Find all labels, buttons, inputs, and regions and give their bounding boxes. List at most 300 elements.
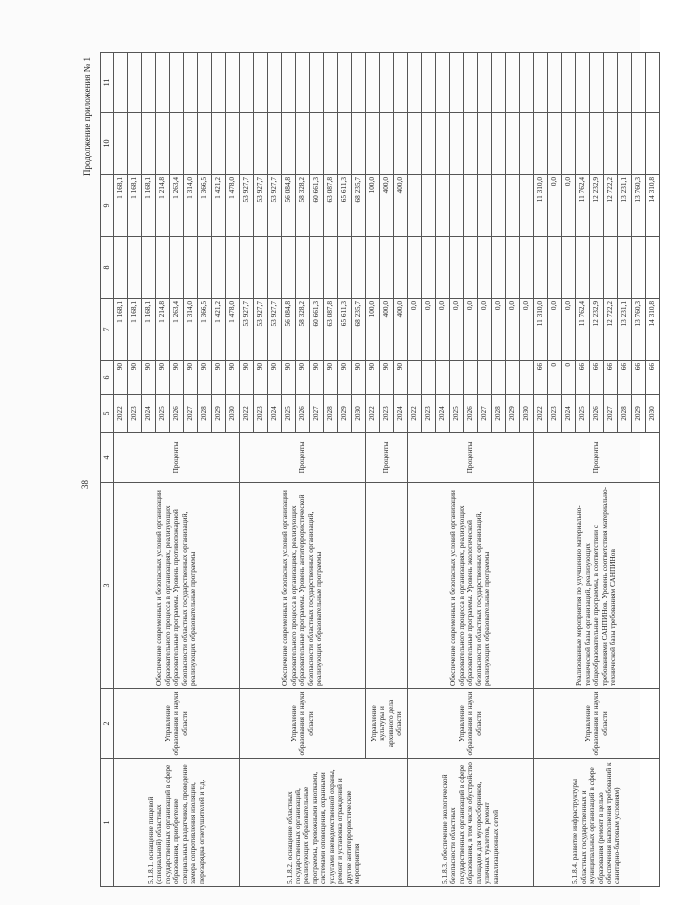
total-funding-cell: 1 214,8: [156, 299, 170, 361]
federal-funding-cell: [226, 237, 240, 299]
municipal-funding-cell: [408, 113, 422, 175]
year-cell: 2030: [646, 395, 660, 433]
regional-funding-cell: 1 168,1: [142, 175, 156, 237]
unit-cell: Проценты: [408, 433, 534, 483]
municipal-funding-cell: [436, 113, 450, 175]
year-cell: 2029: [338, 395, 352, 433]
other-funding-cell: [520, 53, 534, 113]
regional-funding-cell: 100,0: [366, 175, 380, 237]
municipal-funding-cell: [492, 113, 506, 175]
total-funding-cell: 53 927,7: [268, 299, 282, 361]
regional-funding-cell: [520, 175, 534, 237]
total-funding-cell: 1 421,2: [212, 299, 226, 361]
municipal-funding-cell: [142, 113, 156, 175]
total-funding-cell: 1 478,0: [226, 299, 240, 361]
target-value-cell: 90: [310, 361, 324, 395]
federal-funding-cell: [380, 237, 394, 299]
year-cell: 2027: [184, 395, 198, 433]
unit-cell: Проценты: [534, 433, 660, 483]
target-value-cell: 90: [324, 361, 338, 395]
year-cell: 2026: [590, 395, 604, 433]
other-funding-cell: [646, 53, 660, 113]
target-value-cell: 66: [576, 361, 590, 395]
target-value-cell: 90: [268, 361, 282, 395]
total-funding-cell: 400,0: [394, 299, 408, 361]
total-funding-cell: 58 328,2: [296, 299, 310, 361]
year-cell: 2030: [520, 395, 534, 433]
target-value-cell: 90: [338, 361, 352, 395]
federal-funding-cell: [114, 237, 128, 299]
other-funding-cell: [576, 53, 590, 113]
federal-funding-cell: [324, 237, 338, 299]
municipal-funding-cell: [324, 113, 338, 175]
regional-funding-cell: 58 328,2: [296, 175, 310, 237]
year-cell: 2029: [506, 395, 520, 433]
target-value-cell: 0: [548, 361, 562, 395]
table-body: [114, 53, 660, 887]
indicator-cell: Обеспечение современных и безопасных условий организации образовательного процесса в организациях, реализующих образовательные программы. Уровень антитеррористической безопасности областных государственных организаций, реализующих образовательные программы: [240, 483, 366, 689]
regional-funding-cell: 400,0: [394, 175, 408, 237]
measure-cell: 5.1.8.4. развитие инфраструктуры областных государственных и муниципальных организаций в сфере образования (ремонт в целью обеспечения выполнения требований к санитарно-бытовым условиям): [534, 759, 660, 887]
federal-funding-cell: [142, 237, 156, 299]
municipal-funding-cell: [534, 113, 548, 175]
target-value-cell: [408, 361, 422, 395]
municipal-funding-cell: [478, 113, 492, 175]
year-cell: 2028: [618, 395, 632, 433]
total-funding-cell: 0,0: [562, 299, 576, 361]
other-funding-cell: [450, 53, 464, 113]
federal-funding-cell: [394, 237, 408, 299]
municipal-funding-cell: [646, 113, 660, 175]
federal-funding-cell: [212, 237, 226, 299]
total-funding-cell: 53 927,7: [240, 299, 254, 361]
total-funding-cell: 400,0: [380, 299, 394, 361]
target-value-cell: 66: [646, 361, 660, 395]
other-funding-cell: [254, 53, 268, 113]
column-number: 7: [101, 299, 114, 361]
total-funding-cell: 0,0: [520, 299, 534, 361]
municipal-funding-cell: [604, 113, 618, 175]
total-funding-cell: 0,0: [436, 299, 450, 361]
federal-funding-cell: [450, 237, 464, 299]
column-number: 5: [101, 395, 114, 433]
municipal-funding-cell: [198, 113, 212, 175]
regional-funding-cell: 53 927,7: [254, 175, 268, 237]
table-row: [534, 53, 548, 887]
federal-funding-cell: [282, 237, 296, 299]
target-value-cell: 90: [282, 361, 296, 395]
indicator-cell: Обеспечение современных и безопасных условий организации образовательного процесса в организациях, реализующих образовательные программы. Уровень противопожарной безопасности областных государственных организаций, реализующих образовательные программы: [114, 483, 240, 689]
year-cell: 2025: [576, 395, 590, 433]
other-funding-cell: [338, 53, 352, 113]
municipal-funding-cell: [464, 113, 478, 175]
total-funding-cell: 0,0: [492, 299, 506, 361]
regional-funding-cell: [422, 175, 436, 237]
regional-funding-cell: [436, 175, 450, 237]
municipal-funding-cell: [562, 113, 576, 175]
other-funding-cell: [198, 53, 212, 113]
target-value-cell: 90: [240, 361, 254, 395]
year-cell: 2030: [226, 395, 240, 433]
municipal-funding-cell: [548, 113, 562, 175]
municipal-funding-cell: [618, 113, 632, 175]
total-funding-cell: 1 366,5: [198, 299, 212, 361]
regional-funding-cell: 12 722,2: [604, 175, 618, 237]
other-funding-cell: [464, 53, 478, 113]
column-number: 11: [101, 53, 114, 113]
column-number-row: [101, 53, 114, 887]
target-value-cell: 90: [170, 361, 184, 395]
regional-funding-cell: 11 310,0: [534, 175, 548, 237]
other-funding-cell: [366, 53, 380, 113]
federal-funding-cell: [534, 237, 548, 299]
target-value-cell: [450, 361, 464, 395]
year-cell: 2027: [310, 395, 324, 433]
regional-funding-cell: [506, 175, 520, 237]
total-funding-cell: 1 168,1: [142, 299, 156, 361]
year-cell: 2023: [548, 395, 562, 433]
measure-cell: 5.1.8.3. обеспечение экологической безопасности областных государственных организаций в сфере образования, в том числе обустройство площадок для мусоросборников, уличных туалетов, ремонт канализационных сетей: [408, 759, 534, 887]
federal-funding-cell: [548, 237, 562, 299]
target-value-cell: 90: [198, 361, 212, 395]
federal-funding-cell: [128, 237, 142, 299]
total-funding-cell: 60 661,3: [310, 299, 324, 361]
other-funding-cell: [324, 53, 338, 113]
year-cell: 2022: [408, 395, 422, 433]
regional-funding-cell: [492, 175, 506, 237]
unit-cell: Проценты: [240, 433, 366, 483]
total-funding-cell: 0,0: [478, 299, 492, 361]
measure-cell: 5.1.8.2. оснащение областных государственных организаций, реализующих образовательные программы, тревожными кнопками, системами оповещения, охранными услугами вневедомственной охраны, ремонт и установка ограждений и другие антитеррористические мероприятия: [240, 759, 408, 887]
federal-funding-cell: [156, 237, 170, 299]
municipal-funding-cell: [394, 113, 408, 175]
other-funding-cell: [380, 53, 394, 113]
total-funding-cell: 11 310,0: [534, 299, 548, 361]
total-funding-cell: 1 168,1: [114, 299, 128, 361]
regional-funding-cell: 1 314,0: [184, 175, 198, 237]
appendix-caption: Продолжение приложения № 1: [82, 57, 92, 177]
regional-funding-cell: [450, 175, 464, 237]
regional-funding-cell: 1 263,4: [170, 175, 184, 237]
program-table: [100, 52, 660, 887]
federal-funding-cell: [436, 237, 450, 299]
federal-funding-cell: [576, 237, 590, 299]
regional-funding-cell: 0,0: [548, 175, 562, 237]
total-funding-cell: 12 232,9: [590, 299, 604, 361]
year-cell: 2028: [198, 395, 212, 433]
federal-funding-cell: [632, 237, 646, 299]
federal-funding-cell: [590, 237, 604, 299]
municipal-funding-cell: [338, 113, 352, 175]
year-cell: 2027: [478, 395, 492, 433]
target-value-cell: 90: [156, 361, 170, 395]
other-funding-cell: [170, 53, 184, 113]
regional-funding-cell: 12 232,9: [590, 175, 604, 237]
federal-funding-cell: [492, 237, 506, 299]
municipal-funding-cell: [296, 113, 310, 175]
measure-cell: 5.1.8.1. оснащение пищевой (специальной) областных государственных организаций в сфере образования, приобретение специальных раздатчиков, проведение замера сопротивления изоляции, перезарядка огнетушителей и т.д.: [114, 759, 240, 887]
year-cell: 2026: [296, 395, 310, 433]
total-funding-cell: 63 087,8: [324, 299, 338, 361]
target-value-cell: 90: [128, 361, 142, 395]
federal-funding-cell: [184, 237, 198, 299]
year-cell: 2024: [394, 395, 408, 433]
other-funding-cell: [548, 53, 562, 113]
municipal-funding-cell: [506, 113, 520, 175]
total-funding-cell: 14 310,8: [646, 299, 660, 361]
year-cell: 2023: [128, 395, 142, 433]
year-cell: 2022: [114, 395, 128, 433]
target-value-cell: [520, 361, 534, 395]
total-funding-cell: 13 231,1: [618, 299, 632, 361]
target-value-cell: [464, 361, 478, 395]
regional-funding-cell: 65 611,3: [338, 175, 352, 237]
total-funding-cell: 1 168,1: [128, 299, 142, 361]
federal-funding-cell: [366, 237, 380, 299]
federal-funding-cell: [506, 237, 520, 299]
year-cell: 2024: [268, 395, 282, 433]
other-funding-cell: [310, 53, 324, 113]
total-funding-cell: 0,0: [408, 299, 422, 361]
federal-funding-cell: [170, 237, 184, 299]
year-cell: 2024: [436, 395, 450, 433]
target-value-cell: [436, 361, 450, 395]
regional-funding-cell: 53 927,7: [268, 175, 282, 237]
year-cell: 2026: [464, 395, 478, 433]
federal-funding-cell: [338, 237, 352, 299]
other-funding-cell: [394, 53, 408, 113]
other-funding-cell: [184, 53, 198, 113]
federal-funding-cell: [198, 237, 212, 299]
year-cell: 2022: [366, 395, 380, 433]
year-cell: 2024: [142, 395, 156, 433]
other-funding-cell: [226, 53, 240, 113]
total-funding-cell: 0,0: [464, 299, 478, 361]
executor-cell: Управление образования и науки области: [114, 689, 240, 759]
year-cell: 2024: [562, 395, 576, 433]
regional-funding-cell: 1 478,0: [226, 175, 240, 237]
rotated-sheet: [76, 51, 676, 893]
municipal-funding-cell: [254, 113, 268, 175]
municipal-funding-cell: [282, 113, 296, 175]
total-funding-cell: 53 927,7: [254, 299, 268, 361]
other-funding-cell: [296, 53, 310, 113]
year-cell: 2026: [170, 395, 184, 433]
regional-funding-cell: 0,0: [562, 175, 576, 237]
table-row: [114, 53, 128, 887]
total-funding-cell: 0,0: [450, 299, 464, 361]
regional-funding-cell: 1 366,5: [198, 175, 212, 237]
municipal-funding-cell: [450, 113, 464, 175]
regional-funding-cell: 56 084,8: [282, 175, 296, 237]
target-value-cell: [478, 361, 492, 395]
other-funding-cell: [478, 53, 492, 113]
target-value-cell: 66: [604, 361, 618, 395]
other-funding-cell: [128, 53, 142, 113]
target-value-cell: [506, 361, 520, 395]
year-cell: 2028: [324, 395, 338, 433]
other-funding-cell: [114, 53, 128, 113]
municipal-funding-cell: [366, 113, 380, 175]
target-value-cell: 90: [114, 361, 128, 395]
municipal-funding-cell: [156, 113, 170, 175]
target-value-cell: 90: [394, 361, 408, 395]
regional-funding-cell: [478, 175, 492, 237]
table-row: [240, 53, 254, 887]
regional-funding-cell: 1 168,1: [128, 175, 142, 237]
municipal-funding-cell: [520, 113, 534, 175]
other-funding-cell: [562, 53, 576, 113]
target-value-cell: 90: [366, 361, 380, 395]
total-funding-cell: 100,0: [366, 299, 380, 361]
other-funding-cell: [212, 53, 226, 113]
other-funding-cell: [352, 53, 366, 113]
municipal-funding-cell: [128, 113, 142, 175]
total-funding-cell: 0,0: [422, 299, 436, 361]
total-funding-cell: 65 611,3: [338, 299, 352, 361]
municipal-funding-cell: [170, 113, 184, 175]
column-number: 1: [101, 759, 114, 887]
target-value-cell: 90: [296, 361, 310, 395]
year-cell: 2022: [534, 395, 548, 433]
executor-cell: Управление образования и науки области: [240, 689, 366, 759]
target-value-cell: 90: [352, 361, 366, 395]
municipal-funding-cell: [422, 113, 436, 175]
target-value-cell: 90: [254, 361, 268, 395]
target-value-cell: 90: [212, 361, 226, 395]
year-cell: 2028: [492, 395, 506, 433]
other-funding-cell: [436, 53, 450, 113]
other-funding-cell: [534, 53, 548, 113]
other-funding-cell: [492, 53, 506, 113]
other-funding-cell: [506, 53, 520, 113]
federal-funding-cell: [310, 237, 324, 299]
target-value-cell: 0: [562, 361, 576, 395]
municipal-funding-cell: [212, 113, 226, 175]
regional-funding-cell: [464, 175, 478, 237]
year-cell: 2023: [254, 395, 268, 433]
other-funding-cell: [156, 53, 170, 113]
indicator-cell: Реализованные мероприятия по улучшению материально-технической базы организаций, реализующих общеобразовательные программы, в соответствии с требованиями САНПИНов. Уровень соответствия материально-технической базы требованиям САНПИНов: [534, 483, 660, 689]
total-funding-cell: 1 314,0: [184, 299, 198, 361]
total-funding-cell: 12 722,2: [604, 299, 618, 361]
municipal-funding-cell: [114, 113, 128, 175]
federal-funding-cell: [352, 237, 366, 299]
municipal-funding-cell: [240, 113, 254, 175]
regional-funding-cell: 60 661,3: [310, 175, 324, 237]
federal-funding-cell: [520, 237, 534, 299]
federal-funding-cell: [296, 237, 310, 299]
federal-funding-cell: [478, 237, 492, 299]
regional-funding-cell: 1 421,2: [212, 175, 226, 237]
other-funding-cell: [422, 53, 436, 113]
federal-funding-cell: [562, 237, 576, 299]
total-funding-cell: 13 760,3: [632, 299, 646, 361]
other-funding-cell: [142, 53, 156, 113]
municipal-funding-cell: [352, 113, 366, 175]
year-cell: 2025: [156, 395, 170, 433]
regional-funding-cell: 13 760,3: [632, 175, 646, 237]
column-number: 8: [101, 237, 114, 299]
year-cell: 2027: [604, 395, 618, 433]
target-value-cell: 90: [184, 361, 198, 395]
regional-funding-cell: 63 087,8: [324, 175, 338, 237]
regional-funding-cell: 1 168,1: [114, 175, 128, 237]
column-number: 6: [101, 361, 114, 395]
federal-funding-cell: [464, 237, 478, 299]
other-funding-cell: [240, 53, 254, 113]
total-funding-cell: 11 762,4: [576, 299, 590, 361]
municipal-funding-cell: [184, 113, 198, 175]
municipal-funding-cell: [310, 113, 324, 175]
year-cell: 2029: [212, 395, 226, 433]
federal-funding-cell: [240, 237, 254, 299]
target-value-cell: [492, 361, 506, 395]
federal-funding-cell: [646, 237, 660, 299]
regional-funding-cell: 1 214,8: [156, 175, 170, 237]
table-row: [408, 53, 422, 887]
regional-funding-cell: 11 762,4: [576, 175, 590, 237]
other-funding-cell: [282, 53, 296, 113]
target-value-cell: 90: [226, 361, 240, 395]
federal-funding-cell: [618, 237, 632, 299]
other-funding-cell: [590, 53, 604, 113]
total-funding-cell: 68 235,7: [352, 299, 366, 361]
federal-funding-cell: [254, 237, 268, 299]
target-value-cell: 90: [142, 361, 156, 395]
regional-funding-cell: 14 310,8: [646, 175, 660, 237]
column-number: 2: [101, 689, 114, 759]
indicator-cell: [366, 483, 408, 689]
municipal-funding-cell: [380, 113, 394, 175]
unit-cell: Проценты: [114, 433, 240, 483]
year-cell: 2029: [632, 395, 646, 433]
federal-funding-cell: [268, 237, 282, 299]
target-value-cell: 66: [590, 361, 604, 395]
municipal-funding-cell: [226, 113, 240, 175]
other-funding-cell: [604, 53, 618, 113]
column-number: 9: [101, 175, 114, 237]
regional-funding-cell: 68 235,7: [352, 175, 366, 237]
regional-funding-cell: [408, 175, 422, 237]
year-cell: 2030: [352, 395, 366, 433]
column-number: 10: [101, 113, 114, 175]
total-funding-cell: 1 263,4: [170, 299, 184, 361]
municipal-funding-cell: [632, 113, 646, 175]
executor-cell: Управление образования и науки области: [408, 689, 534, 759]
total-funding-cell: 0,0: [548, 299, 562, 361]
column-number: 4: [101, 433, 114, 483]
municipal-funding-cell: [268, 113, 282, 175]
target-value-cell: 66: [534, 361, 548, 395]
page-number: 38: [80, 480, 90, 489]
other-funding-cell: [268, 53, 282, 113]
year-cell: 2022: [240, 395, 254, 433]
federal-funding-cell: [604, 237, 618, 299]
regional-funding-cell: 53 927,7: [240, 175, 254, 237]
year-cell: 2023: [380, 395, 394, 433]
municipal-funding-cell: [576, 113, 590, 175]
other-funding-cell: [618, 53, 632, 113]
year-cell: 2023: [422, 395, 436, 433]
target-value-cell: 66: [632, 361, 646, 395]
regional-funding-cell: 400,0: [380, 175, 394, 237]
executor-cell: Управление образования и науки области: [534, 689, 660, 759]
total-funding-cell: 0,0: [506, 299, 520, 361]
municipal-funding-cell: [590, 113, 604, 175]
federal-funding-cell: [408, 237, 422, 299]
target-value-cell: 66: [618, 361, 632, 395]
